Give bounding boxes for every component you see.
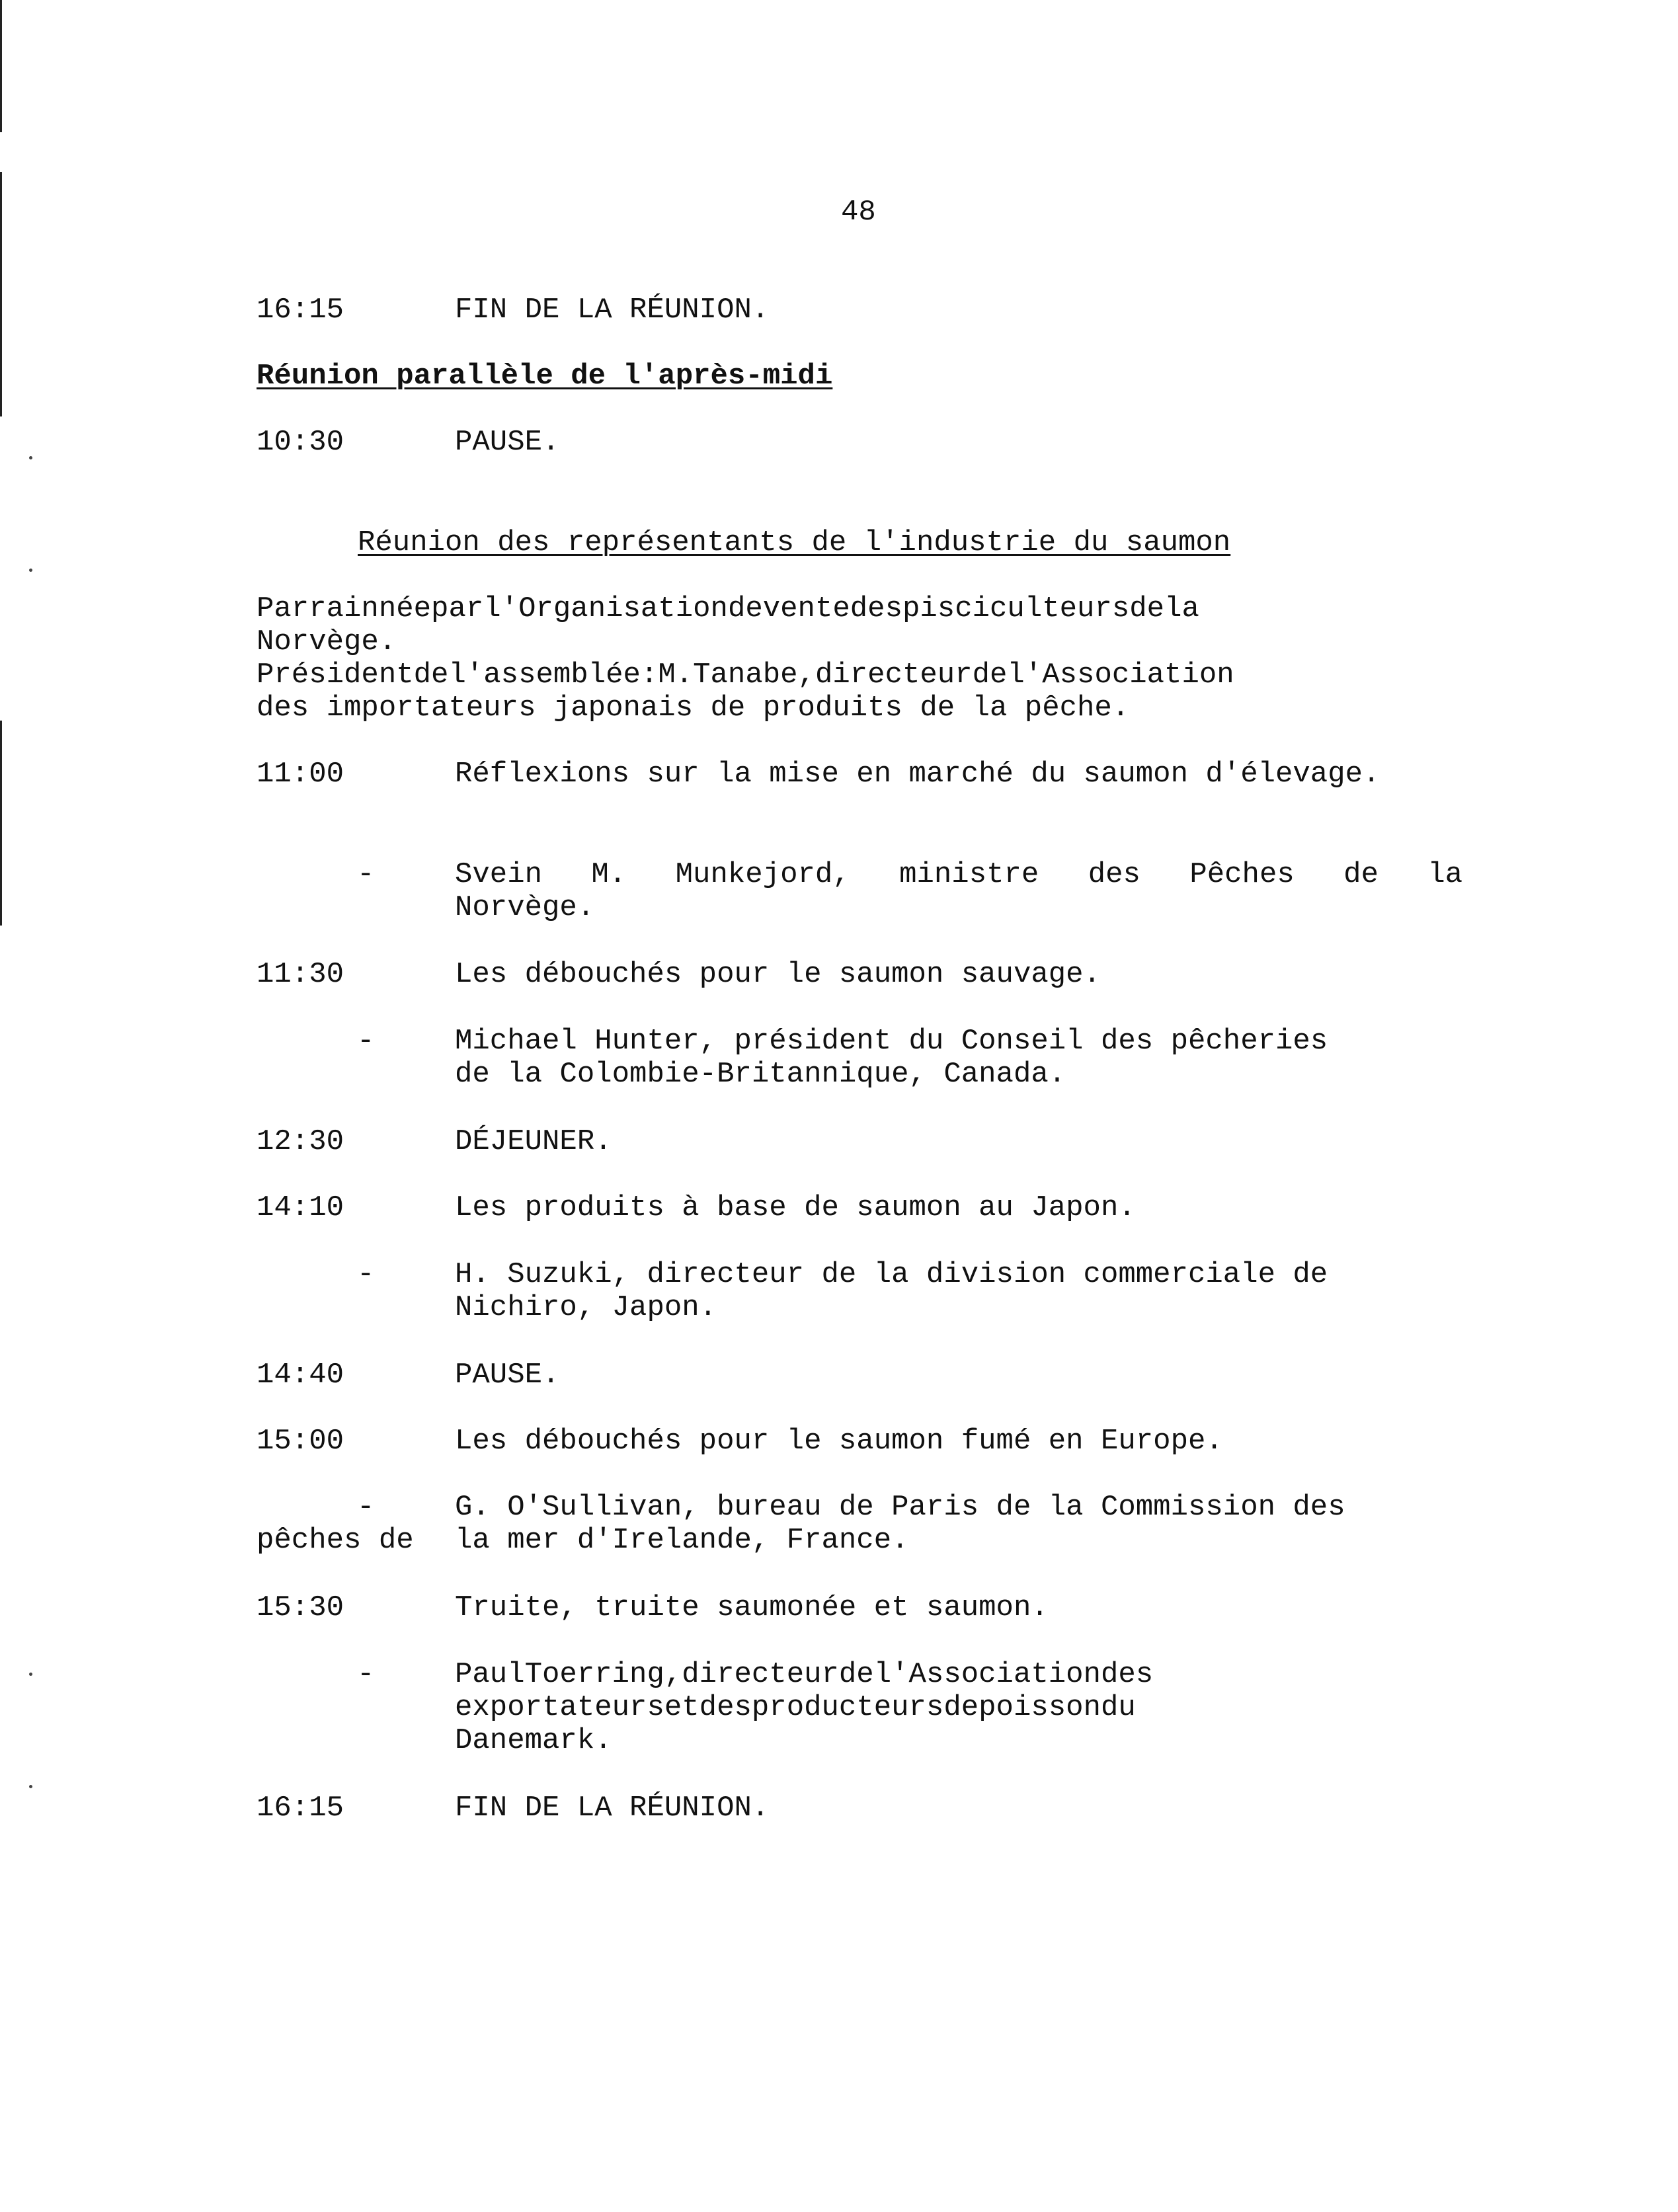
agenda-time: 12:30: [257, 1125, 344, 1158]
subsection-heading: Réunion des représentants de l'industrie du saumon: [358, 526, 1231, 559]
speaker-block: [455, 858, 1466, 924]
intro-paragraph: [257, 592, 1466, 725]
word: poisson: [979, 1691, 1101, 1724]
word: par: [431, 592, 484, 625]
word: des: [1100, 1658, 1154, 1691]
speaker-line: la mer d'Irelande, France.: [455, 1524, 909, 1557]
agenda-time: 16:15: [257, 1792, 344, 1825]
agenda-time: 14:40: [257, 1359, 344, 1392]
intro-line: Norvège.: [257, 625, 397, 658]
agenda-item-title: Les débouchés pour le saumon sauvage.: [455, 958, 1101, 991]
agenda-time: 15:00: [257, 1425, 344, 1458]
agenda-item-title: Truite, truite saumonée et saumon.: [455, 1591, 1049, 1624]
scan-speck: [29, 1673, 32, 1676]
speaker-dash: -: [357, 858, 375, 891]
speaker-dash: -: [357, 1258, 375, 1291]
agenda-item-title: DÉJEUNER.: [455, 1125, 612, 1158]
word: de: [972, 658, 1008, 691]
scan-edge-line: [0, 0, 2, 132]
page-number: 48: [841, 196, 876, 229]
speaker-block: [455, 1258, 1466, 1324]
speaker-line: Danemark.: [455, 1724, 612, 1757]
word: directeur: [815, 658, 973, 691]
word: directeur: [682, 1658, 839, 1691]
word: Tanabe,: [693, 658, 815, 691]
word: l'assemblée:: [448, 658, 659, 691]
agenda-item-title: Réflexions sur la mise en marché du saumon d'élevage.: [455, 758, 1380, 791]
speaker-line: [455, 1691, 1466, 1724]
word: la: [1164, 592, 1199, 625]
speaker-line: H. Suzuki, directeur de la division commerciale de: [455, 1258, 1328, 1291]
intro-line: [257, 592, 1466, 625]
word: de: [943, 1691, 979, 1724]
section-heading: Réunion parallèle de l'après-midi: [257, 360, 833, 393]
word: de: [838, 1658, 874, 1691]
agenda-time: 15:30: [257, 1591, 344, 1624]
agenda-time: 11:30: [257, 958, 344, 991]
agenda-item-title: Les produits à base de saumon au Japon.: [455, 1191, 1136, 1224]
speaker-line: [455, 1658, 1466, 1691]
speaker-dash: -: [357, 1658, 375, 1691]
word: Parrainnée: [257, 592, 432, 625]
intro-line: [257, 658, 1466, 691]
word: Président: [257, 658, 414, 691]
speaker-line: Norvège.: [455, 891, 595, 924]
word: des: [699, 1691, 752, 1724]
agenda-item-title: PAUSE.: [455, 1359, 560, 1392]
word: M.: [658, 658, 694, 691]
word: pisciculteurs: [902, 592, 1130, 625]
speaker-line: Svein M. Munkejord, ministre des Pêches de la: [455, 858, 1463, 891]
speaker-line: Nichiro, Japon.: [455, 1291, 717, 1324]
word: vente: [762, 592, 850, 625]
agenda-item-title: FIN DE LA RÉUNION.: [455, 294, 770, 327]
word: l'Association: [873, 1658, 1101, 1691]
speaker-line: de la Colombie-Britannique, Canada.: [455, 1058, 1066, 1091]
speaker-dash: -: [357, 1491, 375, 1524]
agenda-time: 14:10: [257, 1191, 344, 1224]
word: Toerring,: [524, 1658, 682, 1691]
scan-speck: [29, 456, 32, 459]
speaker-dash: -: [357, 1025, 375, 1058]
speaker-block: [455, 1658, 1466, 1757]
speaker-block: [455, 1025, 1466, 1091]
intro-line: des importateurs japonais de produits de la pêche.: [257, 691, 1130, 725]
word: et: [664, 1691, 699, 1724]
scan-edge-line: [0, 721, 2, 926]
word: Paul: [455, 1658, 525, 1691]
scan-edge-line: [0, 172, 2, 416]
agenda-item-title: PAUSE.: [455, 426, 560, 459]
word: de: [727, 592, 763, 625]
agenda-time: 10:30: [257, 426, 344, 459]
word: des: [850, 592, 902, 625]
word: de: [413, 658, 449, 691]
scan-speck: [29, 1785, 32, 1788]
word: producteurs: [751, 1691, 944, 1724]
agenda-time: 16:15: [257, 294, 344, 327]
word: l'Organisation: [483, 592, 728, 625]
agenda-time: 11:00: [257, 758, 344, 791]
agenda-item-title: FIN DE LA RÉUNION.: [455, 1792, 770, 1825]
agenda-item-title: Les débouchés pour le saumon fumé en Europe.: [455, 1425, 1223, 1458]
speaker-line: Michael Hunter, président du Conseil des pêcheries: [455, 1025, 1328, 1058]
scan-speck: [29, 569, 32, 572]
word: l'Association: [1007, 658, 1234, 691]
speaker-line-prefix: pêches de: [257, 1524, 414, 1557]
word: exportateurs: [455, 1691, 664, 1724]
word: du: [1101, 1691, 1136, 1724]
speaker-line: G. O'Sullivan, bureau de Paris de la Commission des: [455, 1491, 1345, 1524]
word: de: [1129, 592, 1165, 625]
